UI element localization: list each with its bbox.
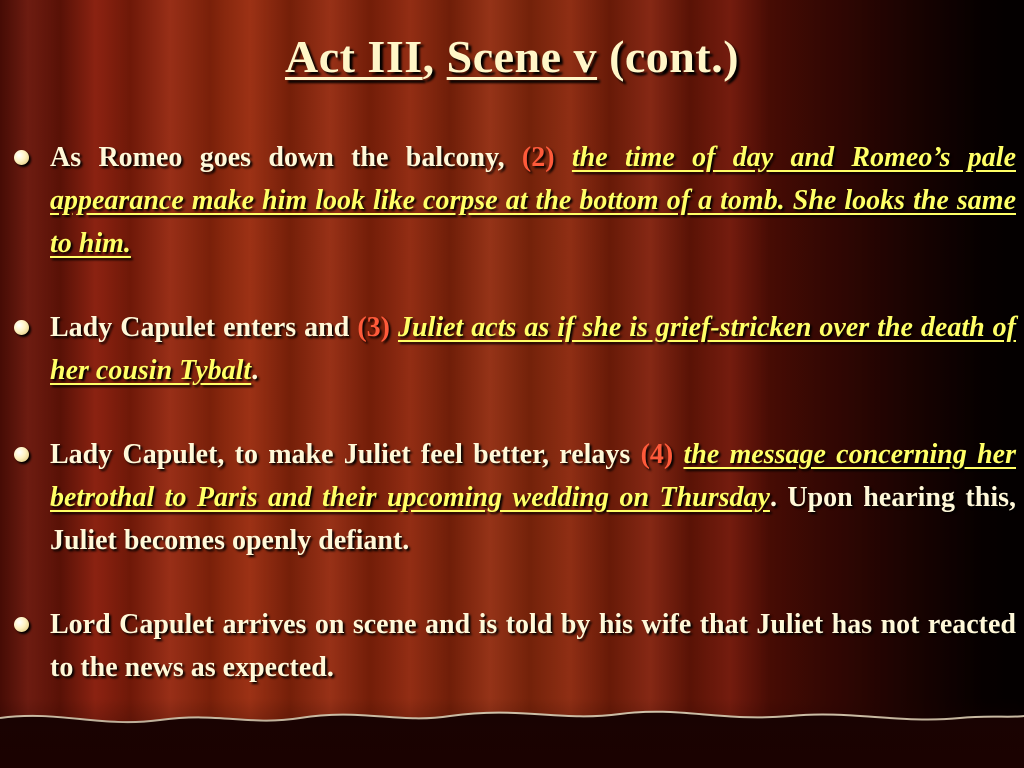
- bullet-item: [12, 136, 1016, 265]
- bullet-highlight: the message concerning her betrothal to Paris and their upcoming wedding on Thursday: [50, 439, 1017, 513]
- bullet-tail: . Upon hearing this, Juliet becomes openly defiant.: [50, 482, 1017, 556]
- bullet-lead: Lady Capulet enters and: [50, 312, 358, 343]
- slide-title: [0, 30, 1024, 83]
- bullet-lead: As Romeo goes down the balcony,: [50, 142, 522, 173]
- bullet-list: [12, 136, 1016, 689]
- bullet-item: [12, 603, 1016, 689]
- bullet-dot-icon: [14, 150, 29, 165]
- curtain-bottom-edge: [0, 688, 1024, 768]
- title-act: Act III: [284, 31, 423, 82]
- bullet-lead: Lady Capulet, to make Juliet feel better, relays: [50, 439, 641, 470]
- title-separator: ,: [422, 31, 447, 82]
- bullet-highlight: the time of day and Romeo’s pale appearance make him look like corpse at the bottom of a tomb. She looks the same to him.: [50, 142, 1016, 259]
- bullet-item: [12, 433, 1016, 562]
- bullet-lead: Lord Capulet arrives on scene and is told by his wife that Juliet has not reacted to the news as expected.: [50, 609, 1016, 683]
- bullet-highlight: Juliet acts as if she is grief-stricken over the death of her cousin Tybalt: [50, 312, 1017, 386]
- title-cont: (cont.): [597, 31, 740, 82]
- title-scene: Scene v: [446, 31, 598, 82]
- bullet-tail: .: [251, 355, 259, 386]
- bullet-number: (2): [521, 142, 555, 173]
- bullet-item: [12, 306, 1016, 392]
- bullet-dot-icon: [14, 320, 29, 335]
- bullet-dot-icon: [14, 617, 29, 632]
- bullet-number: (3): [357, 312, 390, 343]
- bullet-dot-icon: [14, 447, 29, 462]
- bullet-number: (4): [640, 439, 674, 470]
